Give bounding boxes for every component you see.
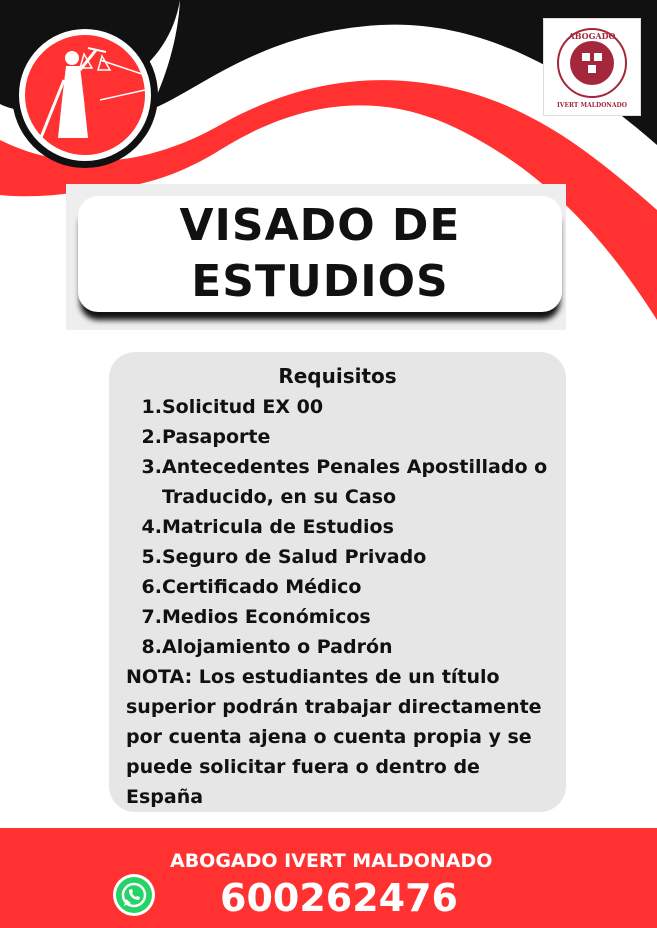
footer-phone-number[interactable]: 600262476 <box>220 876 458 920</box>
list-item <box>127 392 557 422</box>
item-text: Pasaporte <box>162 426 271 448</box>
item-text: Certificado Médico <box>162 576 362 598</box>
footer-bar <box>0 828 657 928</box>
list-item <box>127 632 557 662</box>
item-text: Matricula de Estudios <box>162 516 394 538</box>
whatsapp-icon[interactable] <box>112 873 156 917</box>
item-number: 7. <box>141 606 162 628</box>
item-text: Antecedentes Penales Apostillado o Traducido, en su Caso <box>162 456 548 508</box>
lady-justice-icon <box>10 20 160 170</box>
list-item <box>127 452 557 512</box>
list-item <box>127 602 557 632</box>
item-number: 2. <box>141 426 162 448</box>
title-line-1: VISADO DE <box>179 200 461 251</box>
item-text: Solicitud EX 00 <box>162 396 324 418</box>
item-number: 5. <box>141 546 162 568</box>
list-item <box>127 542 557 572</box>
item-text: Alojamiento o Padrón <box>162 636 393 658</box>
badge-top-text: ABOGADO <box>568 31 616 41</box>
item-text: Medios Económicos <box>162 606 371 628</box>
item-number: 4. <box>141 516 162 538</box>
item-number: 1. <box>141 396 162 418</box>
footer-lawyer-name: ABOGADO IVERT MALDONADO <box>170 850 493 872</box>
list-item <box>127 572 557 602</box>
list-item <box>127 422 557 452</box>
badge-bottom-text: IVERT MALDONADO <box>557 102 627 109</box>
list-item <box>127 512 557 542</box>
item-text: Seguro de Salud Privado <box>162 546 427 568</box>
item-number: 8. <box>141 636 162 658</box>
requirements-list <box>127 392 557 662</box>
item-number: 6. <box>141 576 162 598</box>
item-number: 3. <box>141 456 162 478</box>
requirements-card <box>109 352 566 812</box>
title-card <box>78 196 562 312</box>
lawyer-seal-icon <box>544 19 640 115</box>
title-line-2: ESTUDIOS <box>191 256 449 307</box>
requirements-note: NOTA: Los estudiantes de un título superior podrán trabajar directamente por cuenta ajena o cuenta propia y se puede solicitar fuera o dentro de España <box>126 666 542 808</box>
lady-justice-logo <box>10 20 160 170</box>
requirements-heading: Requisitos <box>278 364 397 388</box>
page-title <box>180 198 461 310</box>
lawyer-badge-logo <box>543 18 641 116</box>
